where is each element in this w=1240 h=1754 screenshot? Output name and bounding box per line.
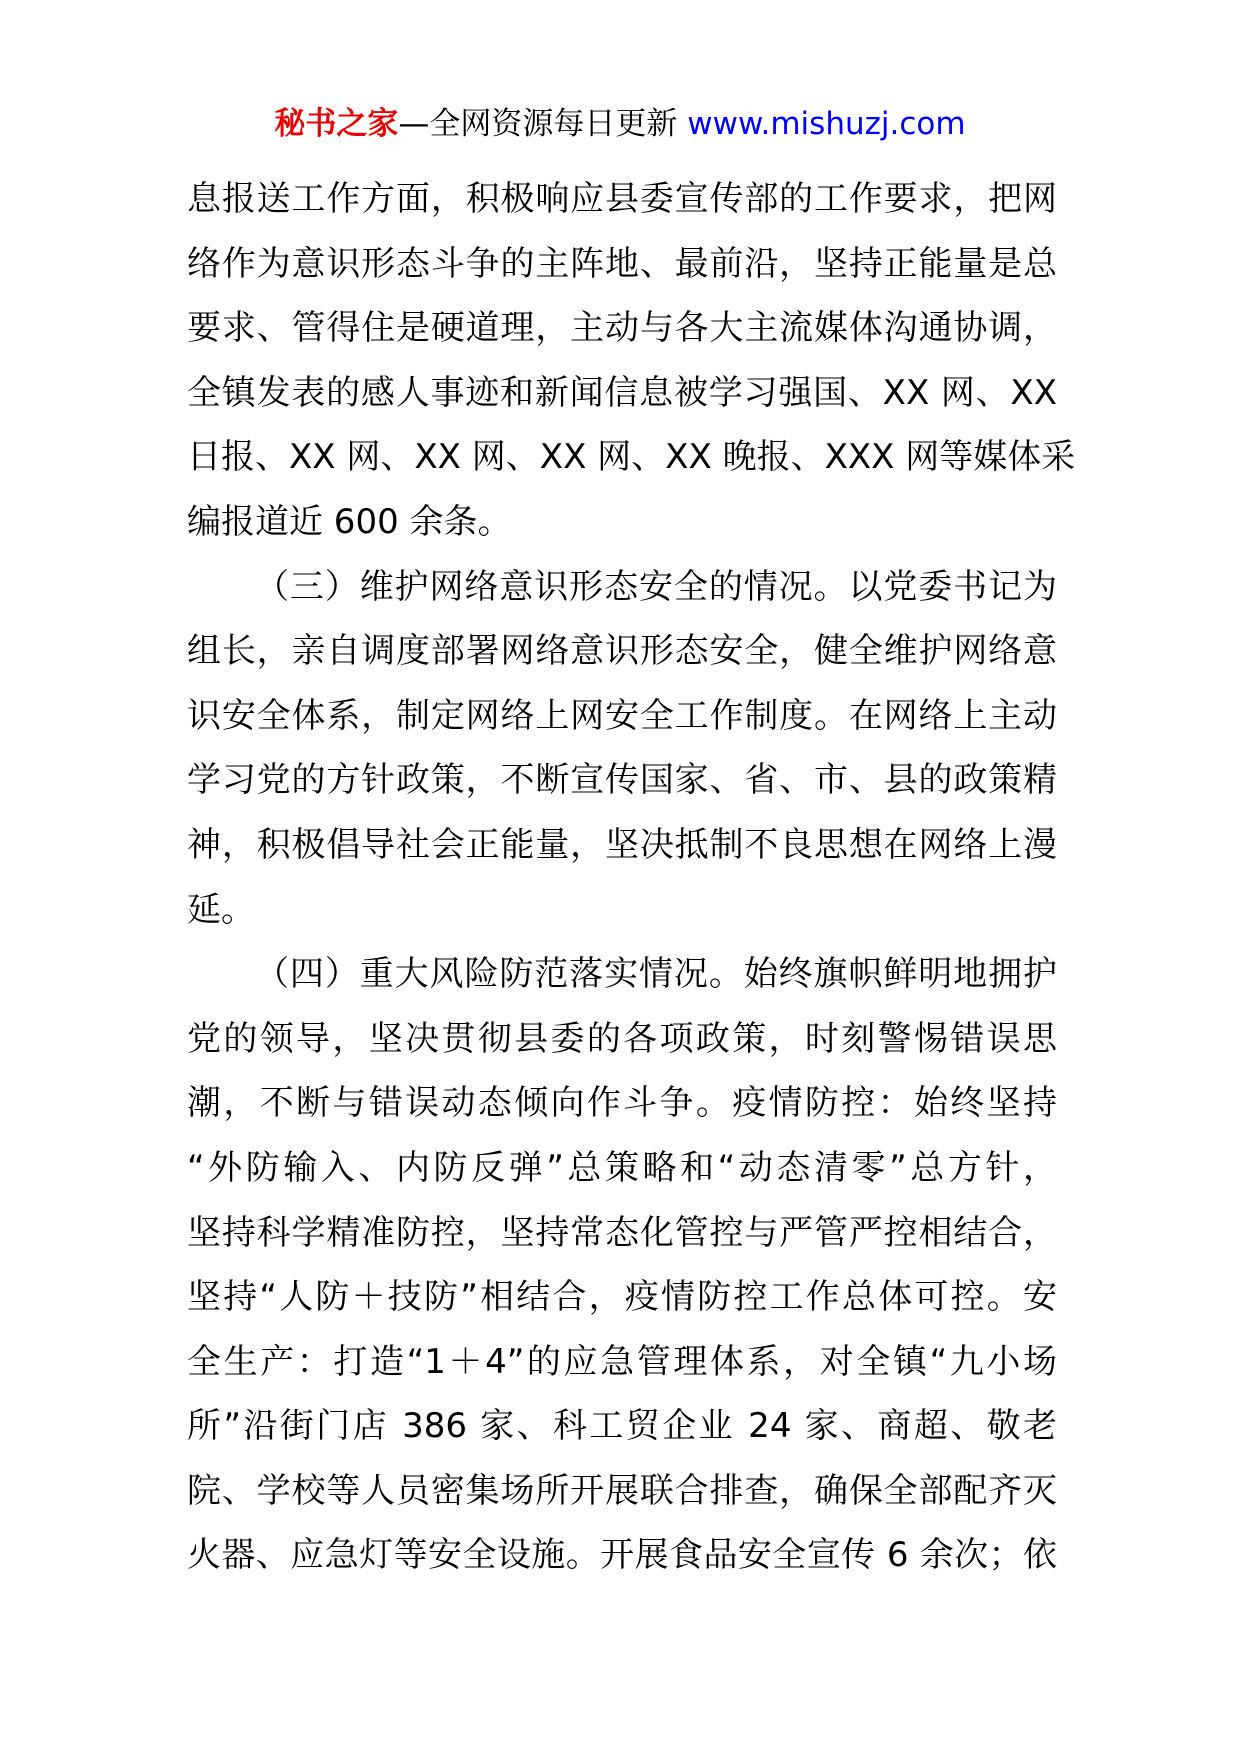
body-line: 识安全体系，制定网络上网安全工作制度。在网络上主动 — [187, 695, 1057, 736]
body-line: 院、学校等人员密集场所开展联合排查，确保全部配齐灭 — [187, 1470, 1057, 1511]
body-line: 党的领导，坚决贯彻县委的各项政策，时刻警惕错误思 — [187, 1018, 1057, 1059]
section-heading-line: （四）重大风险防范落实情况。始终旗帜鲜明地拥护 — [255, 954, 1057, 995]
body-line: 火器、应急灯等安全设施。开展食品安全宣传 6 余次；依 — [187, 1535, 1057, 1576]
header-brand: 秘书之家 — [274, 106, 399, 142]
body-line: 日报、XX 网、XX 网、XX 网、XX 晚报、XXX 网等媒体采 — [187, 437, 1076, 478]
section-heading-line: （三）维护网络意识形态安全的情况。以党委书记为 — [255, 566, 1057, 607]
body-line: 息报送工作方面，积极响应县委宣传部的工作要求，把网 — [187, 179, 1057, 219]
body-line: 全生产：打造“1＋4”的应急管理体系，对全镇“九小场 — [187, 1341, 1057, 1382]
body-line: 编报道近 600 余条。 — [187, 501, 512, 542]
header-site-link[interactable]: www.mishuzj.com — [687, 106, 966, 142]
body-line: 络作为意识形态斗争的主阵地、最前沿，坚持正能量是总 — [187, 243, 1057, 284]
body-line: 坚持“人防＋技防”相结合，疫情防控工作总体可控。安 — [187, 1277, 1057, 1318]
page-header — [0, 104, 1240, 144]
header-slogan: —全网资源每日更新 — [398, 106, 688, 142]
document-body — [187, 167, 1076, 1588]
body-line: 神，积极倡导社会正能量，坚决抵制不良思想在网络上漫 — [187, 824, 1057, 865]
body-line: 要求、管得住是硬道理，主动与各大主流媒体沟通协调， — [187, 308, 1057, 349]
body-line: “外防输入、内防反弹”总策略和“动态清零”总方针， — [187, 1147, 1057, 1188]
body-line: 延。 — [187, 889, 255, 930]
body-line: 学习党的方针政策，不断宣传国家、省、市、县的政策精 — [187, 760, 1057, 801]
body-line: 所”沿街门店 386 家、科工贸企业 24 家、商超、敬老 — [187, 1406, 1057, 1447]
body-line: 组长，亲自调度部署网络意识形态安全，健全维护网络意 — [187, 631, 1057, 672]
body-line: 全镇发表的感人事迹和新闻信息被学习强国、XX 网、XX — [187, 372, 1057, 413]
body-line: 坚持科学精准防控，坚持常态化管控与严管严控相结合， — [187, 1212, 1057, 1253]
body-line: 潮，不断与错误动态倾向作斗争。疫情防控：始终坚持 — [187, 1083, 1057, 1124]
